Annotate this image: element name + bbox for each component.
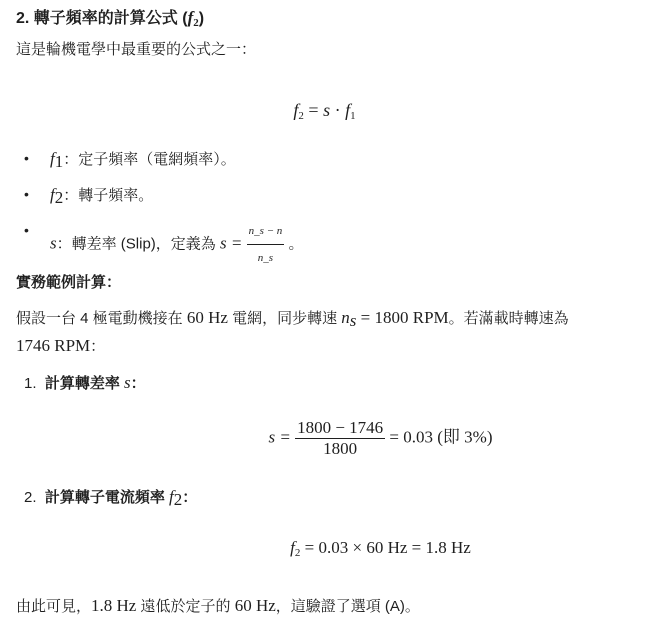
main-formula: $f_2 = s \cdot f_1$	[293, 100, 356, 122]
title-var: $f_2$	[187, 8, 199, 29]
bullet-dot: •	[24, 186, 29, 202]
slip-fraction: $\frac{n\_s - n}{n\_s}$	[247, 218, 285, 271]
conclusion: 由此可見，1.8 Hz 遠低於定子的 60 Hz，這驗證了選項 (A)。	[16, 596, 420, 615]
example-paragraph: 假設一台 4 極電動機接在 60 Hz 電網，同步轉速 $n_s = 1800$ RPM。若滿載時轉速為	[16, 308, 569, 330]
rotor-frequency-equation: $f_2 = 0.03 \times 60$ Hz = 1.8 Hz	[290, 538, 471, 559]
bullet-dot: •	[24, 150, 29, 166]
step-2: 2. 計算轉子電流頻率 $f_2$：	[24, 487, 198, 509]
step-1: 1. 計算轉差率 s：	[24, 373, 146, 392]
intro-text: 這是輪機電學中最重要的公式之一：	[16, 41, 257, 58]
title-close: )	[198, 10, 205, 27]
example-paragraph-line2: 1746 RPM：	[16, 336, 106, 355]
slip-equation: s = $\frac{1800 - 1746}{1800}$ = 0.03 (即 3%)	[268, 418, 493, 458]
section-title	[16, 8, 204, 33]
bullet-item-f2: $f_2$：轉子頻率。	[50, 185, 154, 207]
example-heading: 實務範例計算：	[16, 274, 122, 291]
bullet-item-f1: $f_1$：定子頻率（電網頻率）。	[50, 149, 236, 171]
bullet-dot: •	[24, 222, 29, 238]
title-text: 2. 轉子頻率的計算公式 (	[16, 10, 188, 27]
bullet-item-slip: s：轉差率 (Slip)，定義為 s = $\frac{n\_s - n}{n\_s}$ 。	[50, 218, 303, 271]
